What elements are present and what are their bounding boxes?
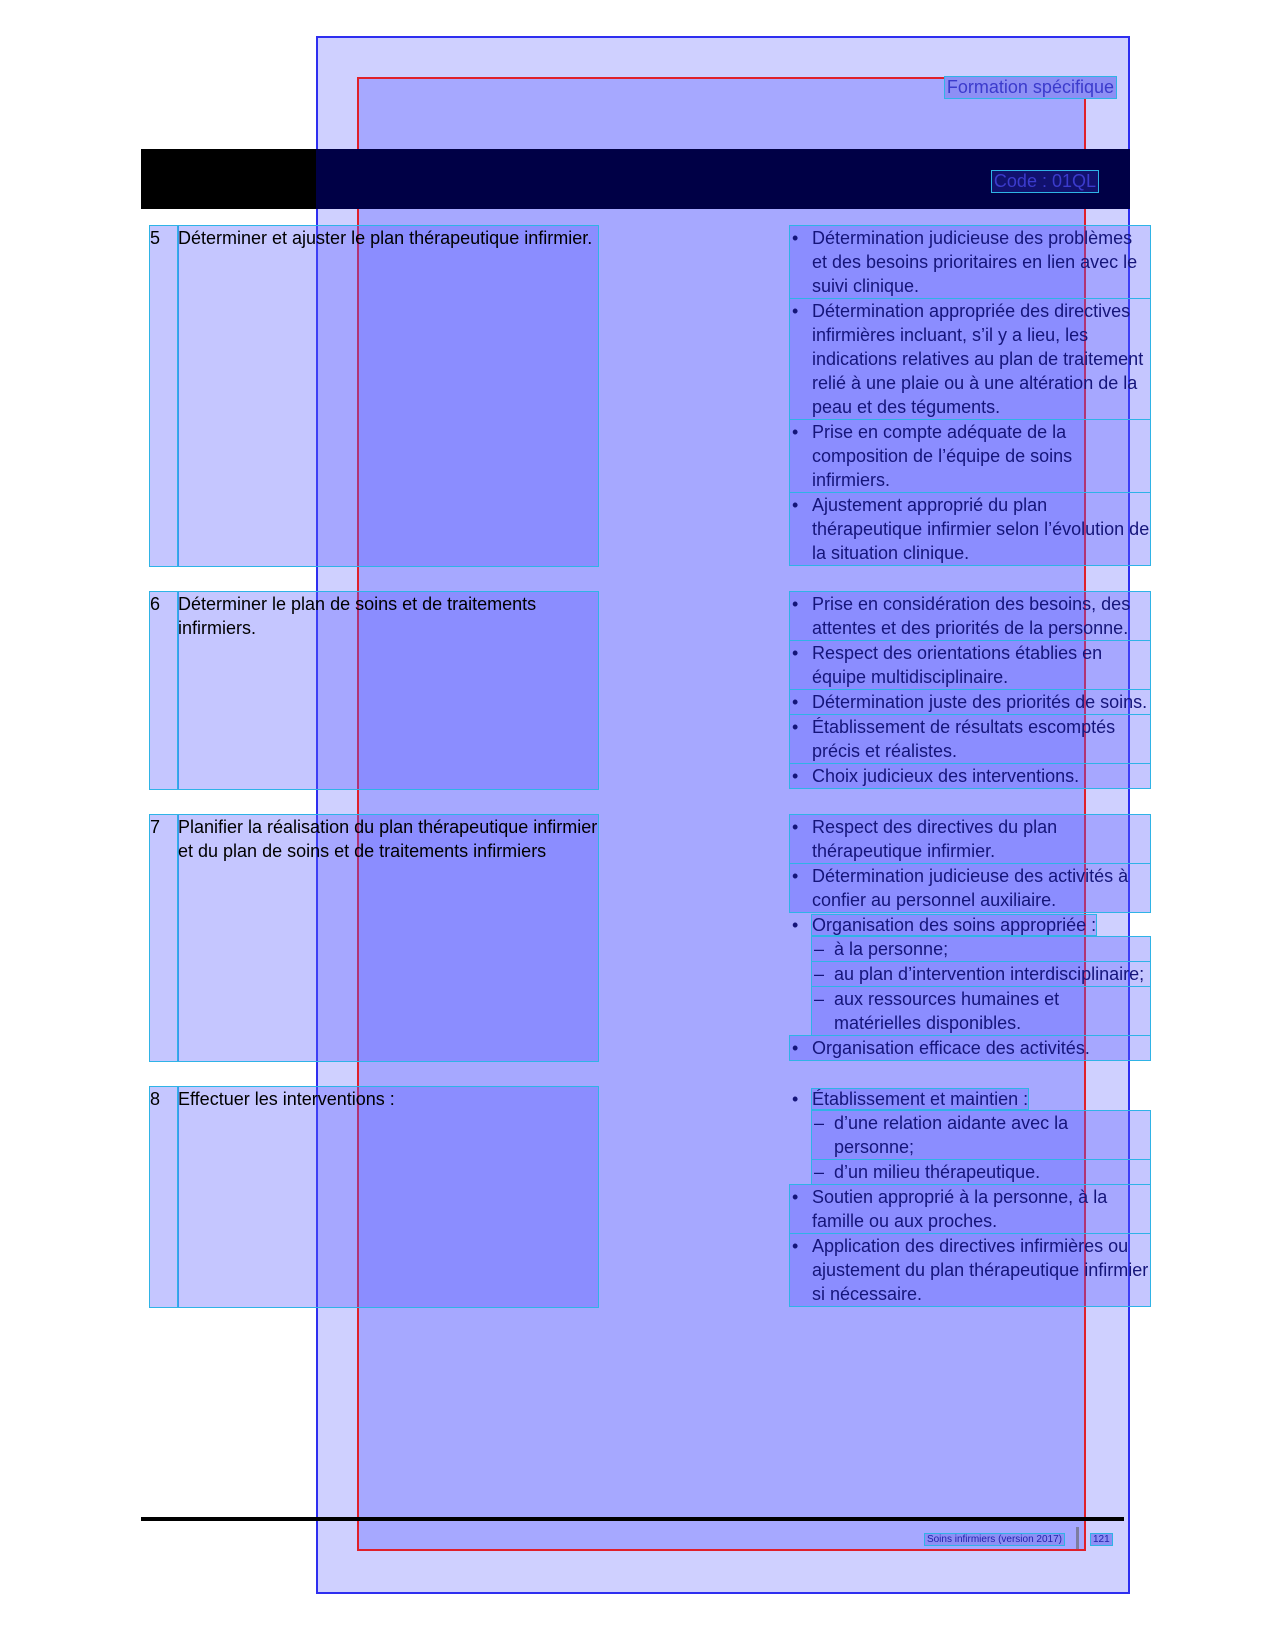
criterion-8 (150, 1087, 1150, 1307)
sub-list (812, 1111, 1150, 1184)
criterion-text: Planifier la réalisation du plan thérapeutique infirmier et du plan de soins et de traitements infirmiers (178, 815, 598, 1061)
performance-criterion: • Organisation efficace des activités. (790, 1036, 1150, 1060)
performance-criterion: • Ajustement approprié du plan thérapeutique infirmier selon l’évolution de la situation clinique. (790, 493, 1150, 565)
performance-criterion: • Application des directives infirmières ou ajustement du plan thérapeutique infirmier si nécessaire. (790, 1234, 1150, 1306)
footer-separator (1076, 1527, 1079, 1549)
performance-criterion: • Respect des orientations établies en équipe multidisciplinaire. (790, 641, 1150, 689)
criterion-number: 6 (150, 592, 178, 789)
performance-criterion: • Organisation des soins appropriée : – à la personne; – au plan d’intervention interdisciplinaire; – aux ressources humaines et matérielles disponibles. (790, 913, 1150, 1035)
performance-criterion: • Prise en compte adéquate de la composition de l’équipe de soins infirmiers. (790, 420, 1150, 492)
sub-item: – d’un milieu thérapeutique. (812, 1160, 1150, 1184)
criterion-5 (150, 226, 1150, 566)
performance-criterion: • Respect des directives du plan thérapeutique infirmier. (790, 815, 1150, 863)
page-number: 121 (1090, 1533, 1113, 1546)
criterion-number: 5 (150, 226, 178, 566)
performance-criterion: • Détermination judicieuse des problèmes et des besoins prioritaires en lien avec le suivi clinique. (790, 226, 1150, 298)
footer-document-title: Soins infirmiers (version 2017) (924, 1533, 1065, 1546)
header-band (141, 149, 1130, 209)
criterion-6 (150, 592, 1150, 789)
performance-criterion: • Détermination judicieuse des activités à confier au personnel auxiliaire. (790, 864, 1150, 912)
criterion-text: Déterminer et ajuster le plan thérapeutique infirmier. (178, 226, 598, 566)
sub-item: – aux ressources humaines et matérielles disponibles. (812, 987, 1150, 1035)
performance-criterion: • Soutien approprié à la personne, à la famille ou aux proches. (790, 1185, 1150, 1233)
criterion-7 (150, 815, 1150, 1061)
sub-item: – au plan d’intervention interdisciplinaire; (812, 962, 1150, 986)
criterion-number: 7 (150, 815, 178, 1061)
sub-item: – d’une relation aidante avec la personne; (812, 1111, 1150, 1159)
criterion-text: Déterminer le plan de soins et de traitements infirmiers. (178, 592, 598, 789)
criterion-text: Effectuer les interventions : (178, 1087, 598, 1307)
sub-list (812, 937, 1150, 1035)
performance-criterion: • Prise en considération des besoins, des attentes et des priorités de la personne. (790, 592, 1150, 640)
performance-criterion: • Établissement et maintien : – d’une relation aidante avec la personne; – d’un milieu thérapeutique. (790, 1087, 1150, 1184)
program-code: Code : 01QL (991, 170, 1099, 193)
criterion-number: 8 (150, 1087, 178, 1307)
criteria-table (150, 226, 1150, 1333)
performance-criterion: • Choix judicieux des interventions. (790, 764, 1150, 788)
performance-criterion: • Détermination appropriée des directives infirmières incluant, s’il y a lieu, les indications relatives au plan de traitement relié à une plaie ou à une altération de la peau et des téguments. (790, 299, 1150, 419)
footer-rule (141, 1517, 1124, 1521)
sub-item: – à la personne; (812, 937, 1150, 961)
program-label: Formation spécifique (944, 76, 1117, 99)
performance-criterion: • Détermination juste des priorités de soins. (790, 690, 1150, 714)
performance-criterion: • Établissement de résultats escomptés précis et réalistes. (790, 715, 1150, 763)
